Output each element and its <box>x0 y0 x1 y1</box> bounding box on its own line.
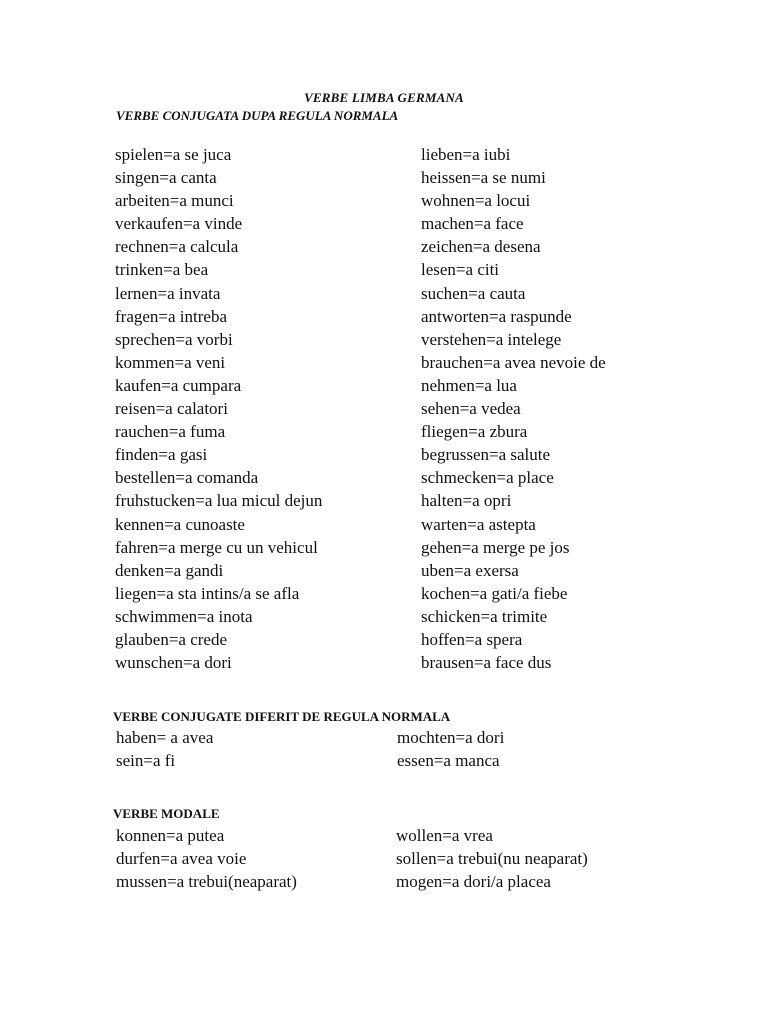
verb-entry: mochten=a dori <box>397 728 505 747</box>
verb-entry: sprechen=a vorbi <box>115 329 233 349</box>
irregular-verbs-right-column <box>397 726 504 772</box>
verb-entry: nehmen=a lua <box>421 375 517 395</box>
verb-entry: denken=a gandi <box>115 560 224 580</box>
regular-verbs-heading: VERBE CONJUGATA DUPA REGULA NORMALA <box>116 108 399 123</box>
verb-entry: wohnen=a locui <box>421 191 531 211</box>
verb-entry: rauchen=a fuma <box>115 422 226 442</box>
verb-entry: lesen=a citi <box>421 260 500 280</box>
verb-entry: mussen=a trebui(neaparat) <box>116 872 297 891</box>
regular-verbs-left-column <box>115 143 322 674</box>
verb-entry: lernen=a invata <box>115 283 221 303</box>
verb-entry: machen=a face <box>421 214 524 234</box>
verb-entry: kochen=a gati/a fiebe <box>421 583 568 603</box>
verb-entry: schmecken=a place <box>421 468 554 488</box>
modal-verbs-heading: VERBE MODALE <box>113 806 220 821</box>
modal-verbs-right-column <box>396 824 588 893</box>
verb-entry: lieben=a iubi <box>421 145 511 164</box>
verb-entry: kaufen=a cumpara <box>115 375 242 395</box>
verb-entry: gehen=a merge pe jos <box>421 537 570 557</box>
verb-entry: essen=a manca <box>397 751 500 770</box>
verb-entry: brauchen=a avea nevoie de <box>421 352 606 372</box>
verb-entry: sehen=a vedea <box>421 399 521 419</box>
verb-entry: trinken=a bea <box>115 260 209 280</box>
verb-entry: wunschen=a dori <box>115 653 232 673</box>
document-title: VERBE LIMBA GERMANA <box>304 90 464 105</box>
verb-entry: zeichen=a desena <box>421 237 541 257</box>
verb-entry: verkaufen=a vinde <box>115 214 243 234</box>
verb-entry: schicken=a trimite <box>421 606 548 626</box>
verb-entry: warten=a astepta <box>421 514 536 534</box>
verb-entry: verstehen=a intelege <box>421 329 562 349</box>
verb-entry: haben= a avea <box>116 728 214 747</box>
verb-entry: hoffen=a spera <box>421 629 523 649</box>
verb-entry: singen=a canta <box>115 168 217 188</box>
verb-entry: begrussen=a salute <box>421 445 551 465</box>
verb-entry: finden=a gasi <box>115 445 208 465</box>
verb-entry: arbeiten=a munci <box>115 191 234 211</box>
verb-entry: kennen=a cunoaste <box>115 514 245 534</box>
verb-entry: fliegen=a zbura <box>421 422 528 442</box>
verb-entry: bestellen=a comanda <box>115 468 259 488</box>
verb-entry: glauben=a crede <box>115 629 227 649</box>
verb-entry: fruhstucken=a lua micul dejun <box>115 491 323 511</box>
verb-entry: fragen=a intreba <box>115 306 227 326</box>
verb-entry: spielen=a se juca <box>115 145 232 164</box>
verb-entry: brausen=a face dus <box>421 653 552 673</box>
verb-entry: antworten=a raspunde <box>421 306 572 326</box>
verb-entry: halten=a opri <box>421 491 512 511</box>
verb-entry: konnen=a putea <box>116 826 225 845</box>
verb-entry: schwimmen=a inota <box>115 606 253 626</box>
verb-entry: sein=a fi <box>116 751 176 770</box>
verb-entry: rechnen=a calcula <box>115 237 239 257</box>
verb-entry: kommen=a veni <box>115 352 226 372</box>
verb-entry: wollen=a vrea <box>396 826 493 845</box>
modal-verbs-left-column <box>116 824 297 893</box>
verb-entry: sollen=a trebui(nu neaparat) <box>396 849 588 868</box>
regular-verbs-right-column <box>421 143 606 674</box>
irregular-verbs-heading: VERBE CONJUGATE DIFERIT DE REGULA NORMALA <box>113 709 451 724</box>
verb-entry: uben=a exersa <box>421 560 519 580</box>
verb-entry: suchen=a cauta <box>421 283 526 303</box>
verb-entry: reisen=a calatori <box>115 399 228 419</box>
verb-entry: durfen=a avea voie <box>116 849 247 868</box>
verb-entry: heissen=a se numi <box>421 168 546 188</box>
verb-entry: mogen=a dori/a placea <box>396 872 551 891</box>
irregular-verbs-left-column <box>116 726 213 772</box>
verb-entry: fahren=a merge cu un vehicul <box>115 537 318 557</box>
verb-entry: liegen=a sta intins/a se afla <box>115 583 300 603</box>
